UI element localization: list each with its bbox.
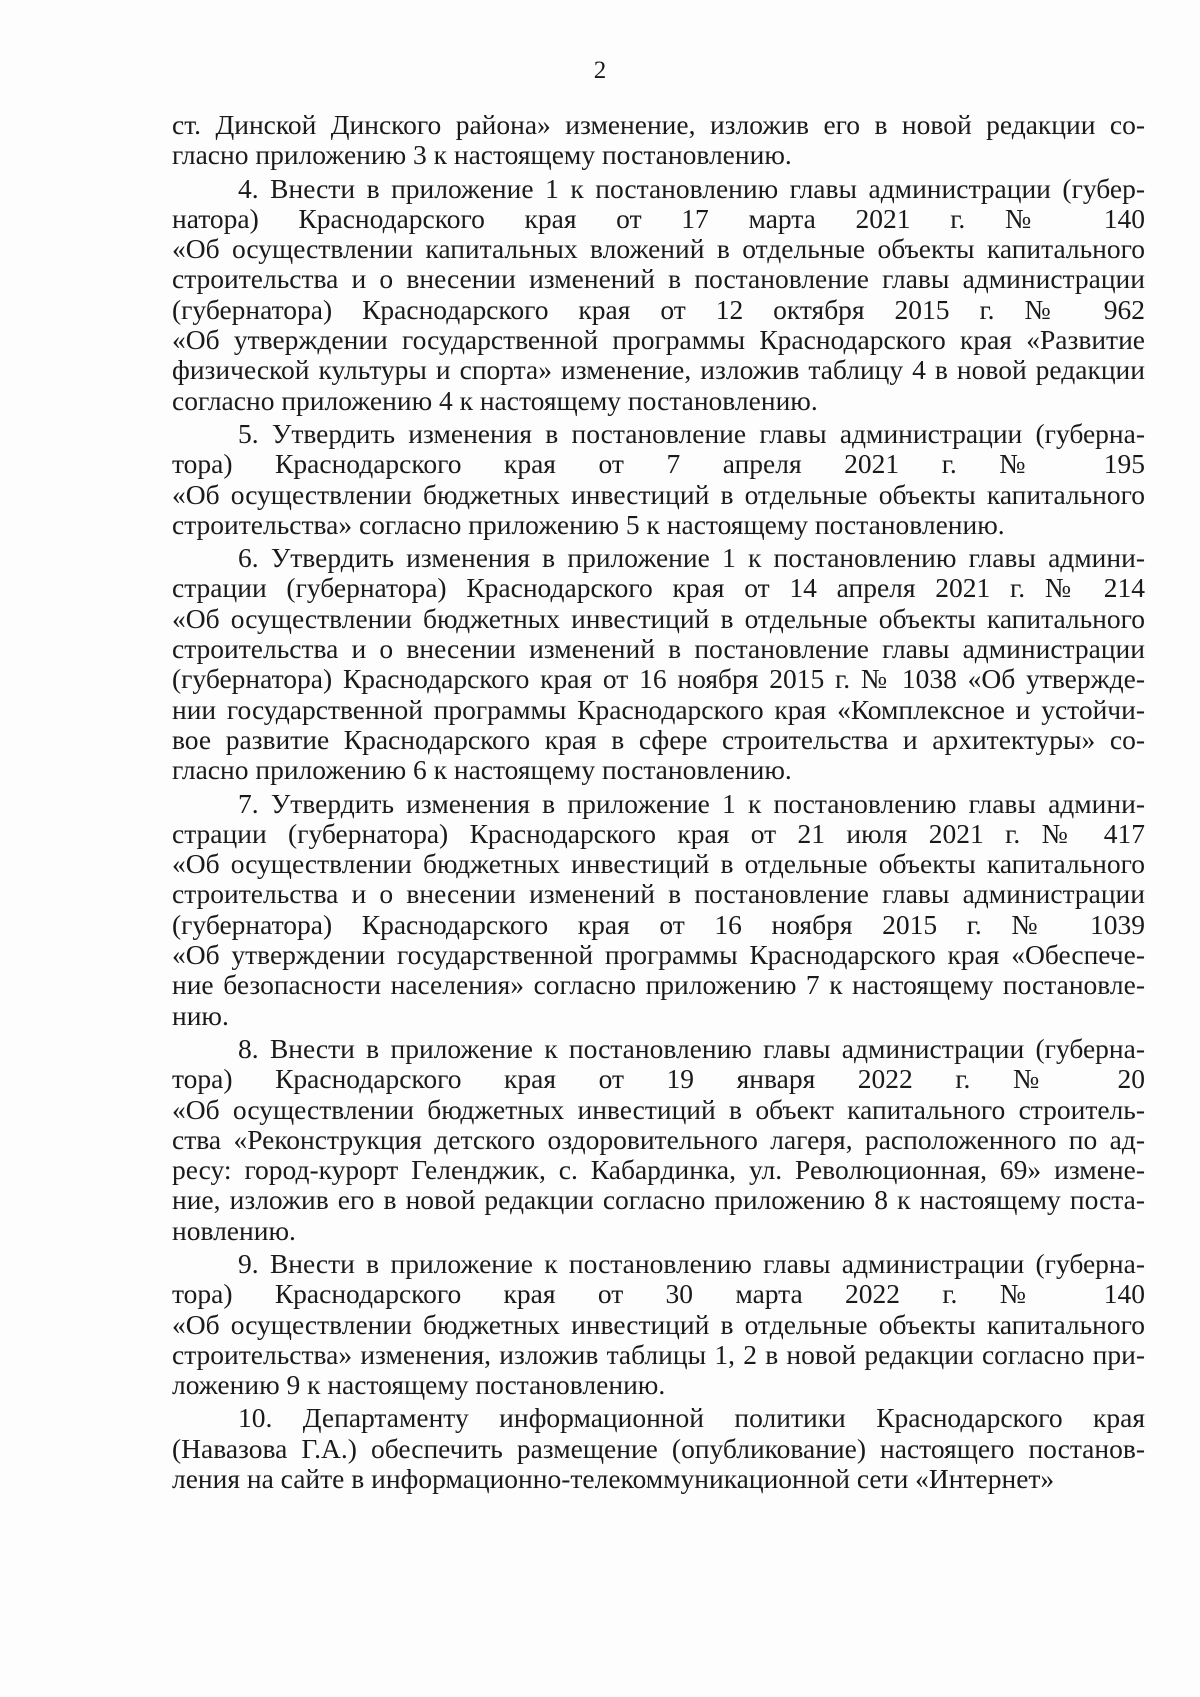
text-line: 8. Внести в приложение к постановлению главы администрации (губерна-: [238, 1032, 1145, 1064]
paragraph: [172, 789, 1145, 1031]
text-line: нии государственной программы Краснодарского края «Комплексное и устойчи-: [172, 693, 1145, 725]
text-line: натора) Краснодарского края от 17 марта 2021 г. № 140: [172, 202, 1145, 234]
text-line: строительства» согласно приложению 5 к настоящему постановлению.: [172, 508, 1005, 540]
text-line: новлению.: [172, 1214, 296, 1246]
paragraph: [172, 419, 1145, 540]
page-number: 2: [593, 57, 607, 84]
text-line: страции (губернатора) Краснодарского края от 21 июля 2021 г. № 417: [172, 817, 1145, 849]
text-line: строительства» изменения, изложив таблицы 1, 2 в новой редакции согласно при-: [172, 1338, 1145, 1370]
text-line: 5. Утвердить изменения в постановление главы администрации (губерна-: [238, 417, 1145, 449]
text-line: 9. Внести в приложение к постановлению главы администрации (губерна-: [238, 1247, 1145, 1279]
text-line: (Навазова Г.А.) обеспечить размещение (опубликование) настоящего постанов-: [172, 1432, 1145, 1464]
text-line: строительства и о внесении изменений в постановление главы администрации: [172, 633, 1145, 665]
text-line: физической культуры и спорта» изменение, изложив таблицу 4 в новой редакции: [172, 354, 1145, 386]
paragraph: [172, 1034, 1145, 1246]
text-line: 6. Утвердить изменения в приложение 1 к постановлению главы админи-: [238, 542, 1145, 574]
text-line: ние безопасности населения» согласно приложению 7 к настоящему постановле-: [172, 969, 1145, 1001]
text-line: страции (губернатора) Краснодарского края от 14 апреля 2021 г. № 214: [172, 572, 1145, 604]
text-line: «Об осуществлении бюджетных инвестиций в отдельные объекты капитального: [172, 602, 1145, 634]
text-line: нию.: [172, 999, 229, 1031]
text-line: «Об осуществлении бюджетных инвестиций в объект капитального строитель-: [172, 1093, 1145, 1125]
text-line: ложению 9 к настоящему постановлению.: [172, 1369, 666, 1401]
text-line: тора) Краснодарского края от 19 января 2022 г. № 20: [172, 1063, 1145, 1095]
text-line: (губернатора) Краснодарского края от 12 октября 2015 г. № 962: [172, 293, 1145, 325]
text-line: гласно приложению 3 к настоящему постановлению.: [172, 139, 792, 171]
document-body: [172, 110, 1145, 1494]
text-line: «Об осуществлении капитальных вложений в отдельные объекты капитального: [172, 233, 1145, 265]
text-line: тора) Краснодарского края от 30 марта 2022 г. № 140: [172, 1278, 1145, 1310]
text-line: ресу: город-курорт Геленджик, с. Кабардинка, ул. Революционная, 69» измене-: [172, 1154, 1145, 1186]
text-line: (губернатора) Краснодарского края от 16 ноября 2015 г. № 1038 «Об утвержде-: [172, 663, 1145, 695]
text-line: «Об утверждении государственной программы Краснодарского края «Обеспече-: [172, 939, 1145, 971]
text-line: ления на сайте в информационно-телекоммуникационной сети «Интернет»: [172, 1463, 1055, 1495]
text-line: ст. Динской Динского района» изменение, изложив его в новой редакции со-: [172, 109, 1145, 140]
paragraph: [172, 1249, 1145, 1400]
text-line: «Об осуществлении бюджетных инвестиций в отдельные объекты капитального: [172, 1308, 1145, 1340]
paragraph: [172, 174, 1145, 416]
text-line: 10. Департаменту информационной политики Краснодарского края: [238, 1402, 1145, 1434]
text-line: 7. Утвердить изменения в приложение 1 к постановлению главы админи-: [238, 787, 1145, 819]
text-line: тора) Краснодарского края от 7 апреля 2021 г. № 195: [172, 448, 1145, 480]
text-line: ние, изложив его в новой редакции согласно приложению 8 к настоящему поста-: [172, 1184, 1145, 1216]
text-line: «Об утверждении государственной программы Краснодарского края «Развитие: [172, 324, 1145, 356]
paragraph: [172, 543, 1145, 785]
text-line: гласно приложению 6 к настоящему постановлению.: [172, 754, 792, 786]
paragraph: [172, 1403, 1145, 1494]
text-line: (губернатора) Краснодарского края от 16 ноября 2015 г. № 1039: [172, 908, 1145, 940]
text-line: строительства и о внесении изменений в постановление главы администрации: [172, 878, 1145, 910]
text-line: «Об осуществлении бюджетных инвестиций в отдельные объекты капитального: [172, 848, 1145, 880]
text-line: согласно приложению 4 к настоящему постановлению.: [172, 384, 818, 416]
text-line: вое развитие Краснодарского края в сфере строительства и архитектуры» со-: [172, 723, 1145, 755]
paragraph: [172, 110, 1145, 171]
text-line: 4. Внести в приложение 1 к постановлению главы администрации (губер-: [238, 172, 1145, 204]
text-line: ства «Реконструкция детского оздоровительного лагеря, расположенного по ад-: [172, 1123, 1145, 1155]
text-line: «Об осуществлении бюджетных инвестиций в отдельные объекты капитального: [172, 478, 1145, 510]
text-line: строительства и о внесении изменений в постановление главы администрации: [172, 263, 1145, 295]
